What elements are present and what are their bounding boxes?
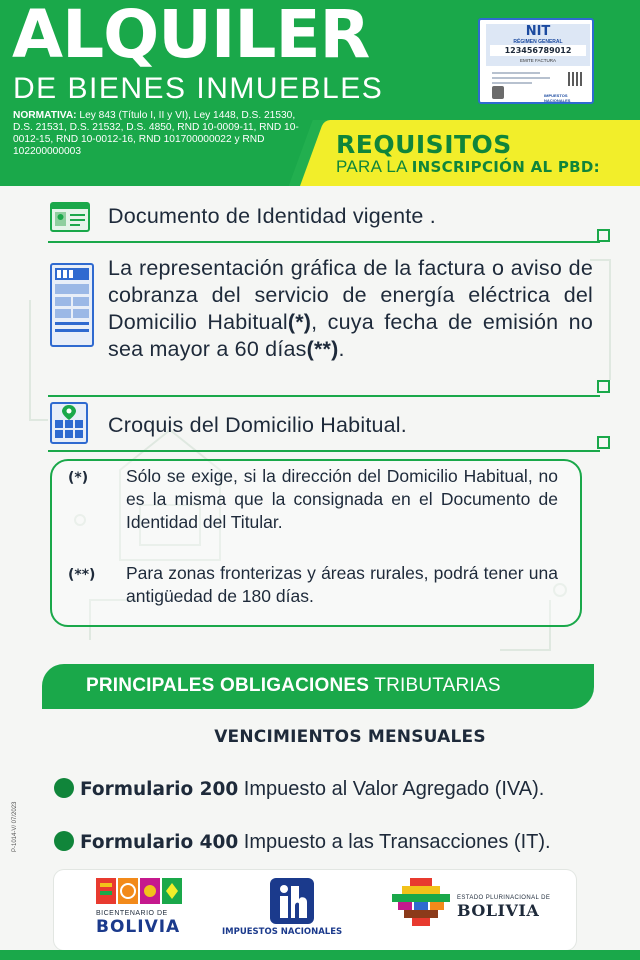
vencimientos-heading: VENCIMIENTOS MENSUALES	[214, 727, 486, 747]
estado-bottom-text: BOLIVIA	[457, 901, 540, 920]
photo-placeholder-icon	[492, 86, 504, 99]
separator-square	[597, 229, 610, 242]
requisitos-title: REQUISITOS	[336, 130, 512, 159]
normativa-body: Ley 843 (Título I, II y VI), Ley 1448, D.S. 21530, D.S. 21531, D.S. 21532, D.S. 4850, RND 10-0009-11, RND 10-0012-15, RND 10-0012-16, RND 101700000022 y RND 102200000003	[13, 110, 299, 157]
estado-plurinacional-logo-icon	[392, 878, 452, 926]
separator-line	[48, 450, 600, 452]
form-code: Formulario 400	[80, 832, 239, 853]
qr-code-icon	[568, 72, 582, 86]
separator-square	[597, 380, 610, 393]
estado-top-text: ESTADO PLURINACIONAL DE	[457, 895, 551, 901]
form-description: Impuesto al Valor Agregado (IVA).	[238, 778, 545, 800]
footer-logos	[54, 870, 576, 950]
footer-green-strip	[0, 950, 640, 960]
nit-card-brand: IMPUESTOS NACIONALES	[544, 93, 571, 103]
separator-line	[48, 241, 600, 243]
footnote-text: Sólo se exige, si la dirección del Domicilio Habitual, no es la misma que la consignada en el Documento de Identidad del Titular.	[126, 466, 558, 532]
form-description: Impuesto a las Transacciones (IT).	[238, 831, 551, 853]
requirement-text: La representación gráfica de la factura o aviso de cobranza del servicio de energía eléctrica del Domicilio Habitual(*), cuya fecha de emisión no sea mayor a 60 días(**).	[108, 256, 593, 361]
bullet-dot-icon	[54, 778, 74, 798]
list-item-form-200	[54, 778, 544, 801]
footnote-mark: (*)	[68, 470, 89, 486]
document-code: P-1014-V/ 07/2023	[12, 801, 18, 852]
nit-card-emission: EMITE FACTURA	[519, 58, 556, 63]
bullet-dot-icon	[54, 831, 74, 851]
normativa-label: NORMATIVA:	[13, 110, 77, 121]
bicentenario-top-text: BICENTENARIO DE	[96, 910, 168, 917]
bicentenario-bottom-text: BOLIVIA	[96, 917, 181, 937]
page-title: ALQUILER	[12, 0, 370, 73]
form-code: Formulario 200	[80, 779, 239, 800]
page-subtitle: DE BIENES INMUEBLES	[13, 72, 384, 105]
requisitos-subtitle: PARA LA INSCRIPCIÓN AL PBD:	[336, 157, 600, 176]
requirement-text: Documento de Identidad vigente .	[108, 204, 436, 228]
id-card-icon	[50, 202, 90, 232]
footnote-text: Para zonas fronterizas y áreas rurales, podrá tener una antigüedad de 180 días.	[126, 563, 558, 606]
separator-line	[48, 395, 600, 397]
nit-card-image	[478, 18, 594, 104]
obligations-title: PRINCIPALES OBLIGACIONES TRIBUTARIAS	[86, 675, 501, 696]
bicentenario-logo-icon	[96, 878, 184, 904]
separator-square	[597, 436, 610, 449]
normativa-text	[13, 110, 313, 158]
footnotes-box	[50, 459, 582, 627]
nit-card-number: 123456789012	[490, 45, 586, 56]
invoice-document-icon	[50, 263, 94, 347]
map-pin-icon	[50, 402, 88, 444]
list-item-form-400	[54, 831, 551, 854]
impuestos-nacionales-logo-icon	[270, 878, 314, 924]
impuestos-nacionales-text: IMPUESTOS NACIONALES	[222, 927, 343, 937]
nit-card-title: NIT	[525, 24, 551, 39]
footnote-mark: (**)	[68, 567, 96, 583]
requirement-text: Croquis del Domicilio Habitual.	[108, 413, 407, 437]
nit-card-registry: RÉGIMEN GENERAL	[513, 39, 563, 45]
